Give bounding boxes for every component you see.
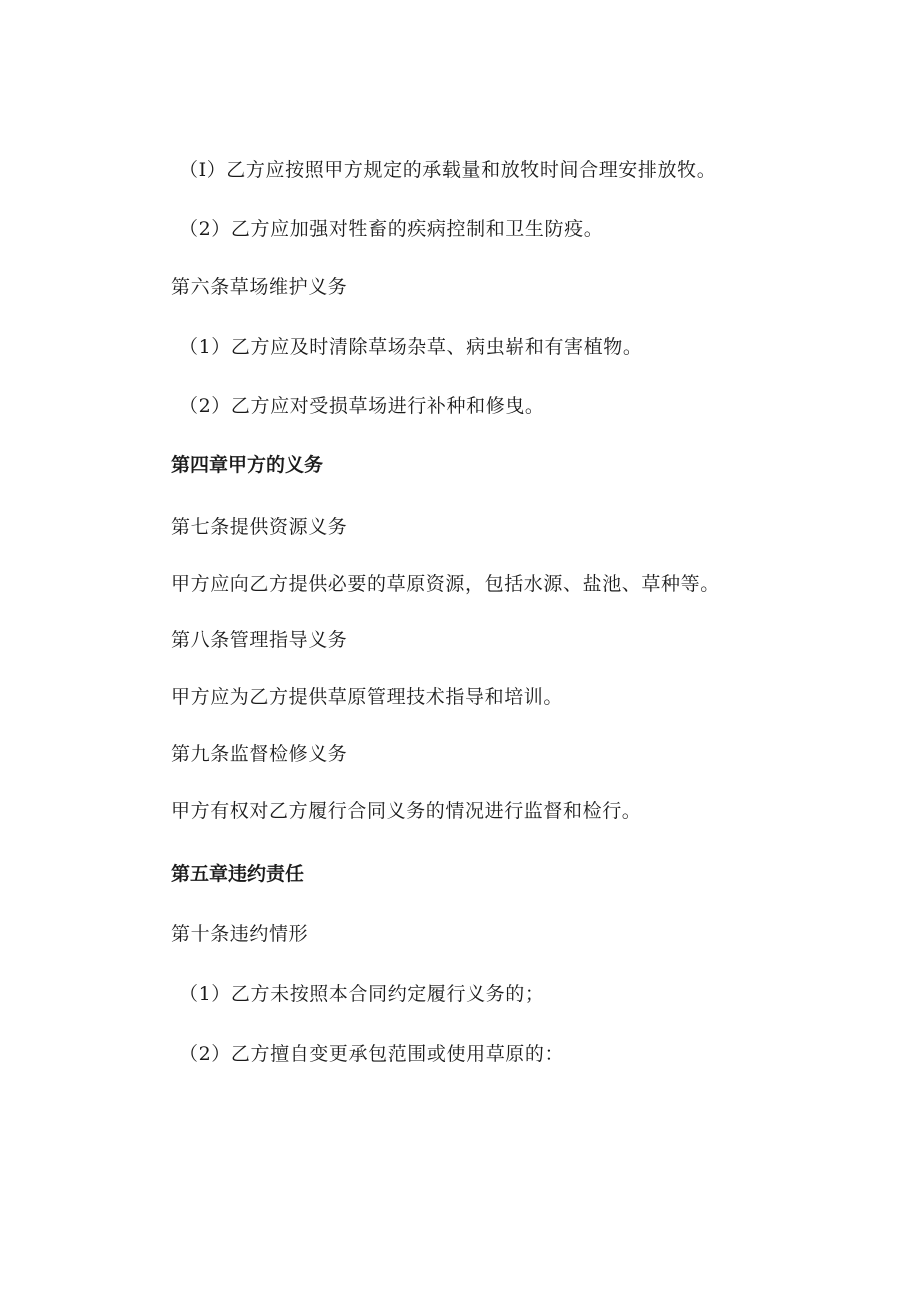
article-nine-body: 甲方有权对乙方履行合同义务的情况进行监督和检行。 [171, 800, 642, 822]
article-eight-heading: 第八条管理指导义务 [171, 629, 348, 651]
item-breach-scope: （2）乙方擅自变更承包范围或使用草原的： [179, 1043, 565, 1065]
item-weed-removal: （1）乙方应及时清除草场杂草、病虫崭和有害植物。 [179, 336, 643, 358]
article-nine-heading: 第九条监督检修义务 [171, 743, 348, 765]
item-disease-control: （2）乙方应加强对牲畜的疾病控制和卫生防疫。 [179, 218, 604, 240]
article-six-heading: 第六条草场维护义务 [171, 276, 348, 298]
item-breach-obligation: （1）乙方未按照本合同约定履行义务的； [179, 983, 545, 1005]
article-ten-heading: 第十条违约情形 [171, 923, 309, 945]
article-seven-heading: 第七条提供资源义务 [171, 516, 348, 538]
chapter-four-heading: 第四章甲方的义务 [171, 454, 324, 476]
item-replanting: （2）乙方应对受损草场进行补种和修曳。 [179, 395, 545, 417]
article-eight-body: 甲方应为乙方提供草原管理技术指导和培训。 [171, 686, 564, 708]
item-grazing-schedule: （I）乙方应按照甲方规定的承载量和放牧时间合理安排放牧。 [179, 159, 717, 181]
chapter-five-heading: 第五章违约责任 [171, 863, 305, 885]
article-seven-body: 甲方应向乙方提供必要的草原资源，包括水源、盐池、草种等。 [171, 573, 720, 595]
